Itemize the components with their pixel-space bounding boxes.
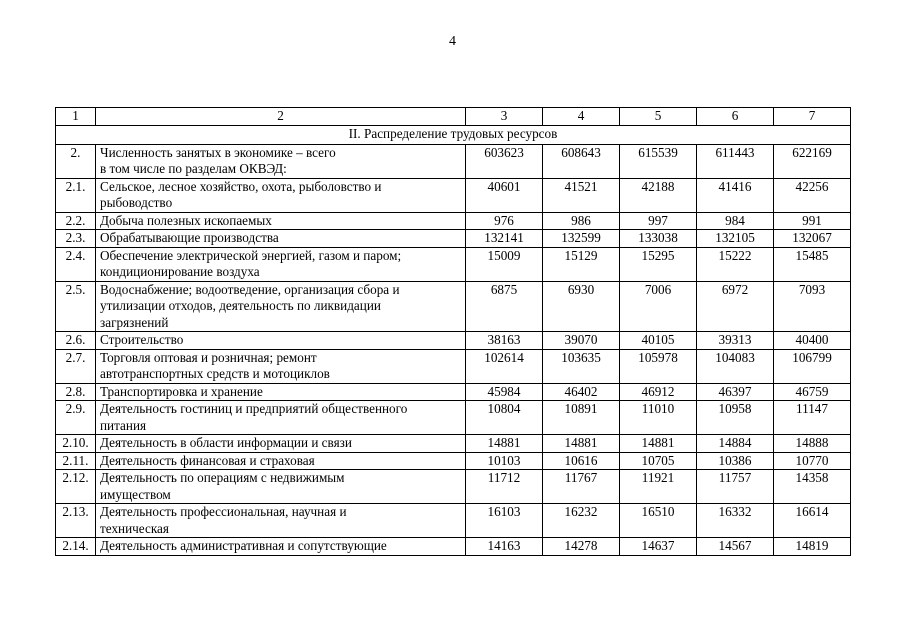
value-cell: 103635 bbox=[543, 349, 620, 383]
value-cell: 14358 bbox=[774, 470, 851, 504]
row-name-line: Строительство bbox=[100, 332, 184, 347]
value-cell: 10958 bbox=[697, 401, 774, 435]
row-name bbox=[96, 212, 466, 230]
value-cell: 14278 bbox=[543, 538, 620, 556]
row-name-line: Деятельность финансовая и страховая bbox=[100, 452, 315, 468]
value-cell: 14637 bbox=[620, 538, 697, 556]
table-row bbox=[56, 247, 851, 281]
value-cell: 40400 bbox=[774, 332, 851, 350]
value-cell: 11147 bbox=[774, 401, 851, 435]
value-cell: 11712 bbox=[466, 470, 543, 504]
table-row bbox=[56, 332, 851, 350]
value-cell: 7006 bbox=[620, 281, 697, 332]
value-cell: 15009 bbox=[466, 247, 543, 281]
row-name-line: загрязнений bbox=[100, 314, 169, 330]
row-name-line: Обеспечение электрической энергией, газом и паром; bbox=[100, 247, 402, 263]
value-cell: 10616 bbox=[543, 452, 620, 470]
table-row bbox=[56, 383, 851, 401]
value-cell: 14881 bbox=[620, 435, 697, 453]
labor-resources-table bbox=[55, 107, 851, 556]
value-cell: 603623 bbox=[466, 144, 543, 178]
value-cell: 132067 bbox=[774, 230, 851, 248]
row-name-line: Торговля оптовая и розничная; ремонт bbox=[100, 349, 317, 365]
row-name-line: Деятельность гостиниц и предприятий общественного bbox=[100, 401, 408, 416]
value-cell: 10804 bbox=[466, 401, 543, 435]
value-cell: 38163 bbox=[466, 332, 543, 350]
row-name bbox=[96, 144, 466, 178]
value-cell: 7093 bbox=[774, 281, 851, 332]
value-cell: 11757 bbox=[697, 470, 774, 504]
table-row bbox=[56, 212, 851, 230]
page-number: 4 bbox=[449, 34, 456, 49]
row-name-line: автотранспортных средств и мотоциклов bbox=[100, 366, 330, 381]
value-cell: 106799 bbox=[774, 349, 851, 383]
table-row bbox=[56, 144, 851, 178]
value-cell: 10705 bbox=[620, 452, 697, 470]
row-name-line: Транспортировка и хранение bbox=[100, 383, 263, 399]
value-cell: 16614 bbox=[774, 504, 851, 538]
header-cell-7: 7 bbox=[774, 108, 851, 126]
row-name-line: Водоснабжение; водоотведение, организация сбора и bbox=[100, 281, 400, 297]
row-name-line: техническая bbox=[100, 520, 169, 536]
value-cell: 40105 bbox=[620, 332, 697, 350]
value-cell: 6875 bbox=[466, 281, 543, 332]
value-cell: 997 bbox=[620, 212, 697, 230]
table-row bbox=[56, 435, 851, 453]
value-cell: 10770 bbox=[774, 452, 851, 470]
row-name-line: Численность занятых в экономике – всего bbox=[100, 144, 336, 160]
row-number: 2.7. bbox=[56, 349, 96, 383]
value-cell: 11921 bbox=[620, 470, 697, 504]
value-cell: 15222 bbox=[697, 247, 774, 281]
value-cell: 39070 bbox=[543, 332, 620, 350]
header-cell-6: 6 bbox=[697, 108, 774, 126]
value-cell: 615539 bbox=[620, 144, 697, 178]
value-cell: 40601 bbox=[466, 178, 543, 212]
value-cell: 46759 bbox=[774, 383, 851, 401]
value-cell: 104083 bbox=[697, 349, 774, 383]
table-row bbox=[56, 470, 851, 504]
value-cell: 6972 bbox=[697, 281, 774, 332]
header-cell-3: 3 bbox=[466, 108, 543, 126]
row-name-line: Деятельность по операциям с недвижимым bbox=[100, 470, 345, 485]
row-name bbox=[96, 470, 466, 504]
value-cell: 14884 bbox=[697, 435, 774, 453]
table-row bbox=[56, 401, 851, 435]
value-cell: 14881 bbox=[466, 435, 543, 453]
value-cell: 132599 bbox=[543, 230, 620, 248]
row-name bbox=[96, 349, 466, 383]
row-name-line: утилизации отходов, деятельность по ликвидации bbox=[100, 298, 381, 313]
row-name-line: в том числе по разделам ОКВЭД: bbox=[100, 161, 287, 176]
row-number: 2. bbox=[56, 144, 96, 178]
column-number-header-row bbox=[56, 108, 851, 126]
table-row bbox=[56, 281, 851, 332]
value-cell: 15485 bbox=[774, 247, 851, 281]
value-cell: 10386 bbox=[697, 452, 774, 470]
value-cell: 986 bbox=[543, 212, 620, 230]
row-number: 2.11. bbox=[56, 452, 96, 470]
value-cell: 15129 bbox=[543, 247, 620, 281]
value-cell: 14881 bbox=[543, 435, 620, 453]
row-name-line: Обрабатывающие производства bbox=[100, 230, 279, 245]
value-cell: 46912 bbox=[620, 383, 697, 401]
row-name-line: рыбоводство bbox=[100, 195, 173, 210]
value-cell: 984 bbox=[697, 212, 774, 230]
value-cell: 39313 bbox=[697, 332, 774, 350]
row-number: 2.6. bbox=[56, 332, 96, 350]
row-name bbox=[96, 383, 466, 401]
table-row bbox=[56, 452, 851, 470]
header-cell-1: 1 bbox=[56, 108, 96, 126]
value-cell: 16510 bbox=[620, 504, 697, 538]
value-cell: 14819 bbox=[774, 538, 851, 556]
value-cell: 45984 bbox=[466, 383, 543, 401]
row-name bbox=[96, 178, 466, 212]
row-name bbox=[96, 401, 466, 435]
row-name-line: Деятельность в области информации и связи bbox=[100, 435, 352, 450]
row-name-line: кондиционирование воздуха bbox=[100, 264, 260, 279]
table-row bbox=[56, 538, 851, 556]
header-cell-4: 4 bbox=[543, 108, 620, 126]
row-name bbox=[96, 504, 466, 538]
value-cell: 6930 bbox=[543, 281, 620, 332]
value-cell: 42256 bbox=[774, 178, 851, 212]
row-name-line: Деятельность профессиональная, научная и bbox=[100, 504, 347, 519]
row-name-line: имуществом bbox=[100, 486, 171, 502]
row-number: 2.12. bbox=[56, 470, 96, 504]
value-cell: 132141 bbox=[466, 230, 543, 248]
value-cell: 41521 bbox=[543, 178, 620, 212]
value-cell: 16332 bbox=[697, 504, 774, 538]
value-cell: 15295 bbox=[620, 247, 697, 281]
row-number: 2.9. bbox=[56, 401, 96, 435]
row-name bbox=[96, 538, 466, 556]
row-name-line: питания bbox=[100, 417, 147, 433]
row-name bbox=[96, 452, 466, 470]
value-cell: 11010 bbox=[620, 401, 697, 435]
value-cell: 42188 bbox=[620, 178, 697, 212]
value-cell: 102614 bbox=[466, 349, 543, 383]
row-number: 2.13. bbox=[56, 504, 96, 538]
row-name-line: Деятельность административная и сопутствующие bbox=[100, 538, 387, 553]
row-number: 2.5. bbox=[56, 281, 96, 332]
row-number: 2.3. bbox=[56, 230, 96, 248]
row-name bbox=[96, 332, 466, 350]
value-cell: 976 bbox=[466, 212, 543, 230]
table-row bbox=[56, 504, 851, 538]
header-cell-5: 5 bbox=[620, 108, 697, 126]
value-cell: 46397 bbox=[697, 383, 774, 401]
value-cell: 133038 bbox=[620, 230, 697, 248]
value-cell: 16103 bbox=[466, 504, 543, 538]
value-cell: 608643 bbox=[543, 144, 620, 178]
section-title: II. Распределение трудовых ресурсов bbox=[56, 125, 851, 144]
value-cell: 11767 bbox=[543, 470, 620, 504]
row-number: 2.8. bbox=[56, 383, 96, 401]
value-cell: 622169 bbox=[774, 144, 851, 178]
value-cell: 10103 bbox=[466, 452, 543, 470]
value-cell: 132105 bbox=[697, 230, 774, 248]
table-row bbox=[56, 230, 851, 248]
value-cell: 16232 bbox=[543, 504, 620, 538]
row-name bbox=[96, 435, 466, 453]
header-cell-2: 2 bbox=[96, 108, 466, 126]
row-name-line: Добыча полезных ископаемых bbox=[100, 212, 272, 228]
row-name-line: Сельское, лесное хозяйство, охота, рыболовство и bbox=[100, 178, 382, 194]
value-cell: 611443 bbox=[697, 144, 774, 178]
value-cell: 41416 bbox=[697, 178, 774, 212]
value-cell: 14567 bbox=[697, 538, 774, 556]
row-name bbox=[96, 230, 466, 248]
value-cell: 105978 bbox=[620, 349, 697, 383]
table-row bbox=[56, 178, 851, 212]
row-number: 2.4. bbox=[56, 247, 96, 281]
row-number: 2.2. bbox=[56, 212, 96, 230]
value-cell: 14888 bbox=[774, 435, 851, 453]
section-title-row bbox=[56, 125, 851, 144]
row-number: 2.14. bbox=[56, 538, 96, 556]
value-cell: 46402 bbox=[543, 383, 620, 401]
value-cell: 991 bbox=[774, 212, 851, 230]
value-cell: 14163 bbox=[466, 538, 543, 556]
value-cell: 10891 bbox=[543, 401, 620, 435]
row-name bbox=[96, 247, 466, 281]
row-number: 2.1. bbox=[56, 178, 96, 212]
row-name bbox=[96, 281, 466, 332]
row-number: 2.10. bbox=[56, 435, 96, 453]
table-row bbox=[56, 349, 851, 383]
